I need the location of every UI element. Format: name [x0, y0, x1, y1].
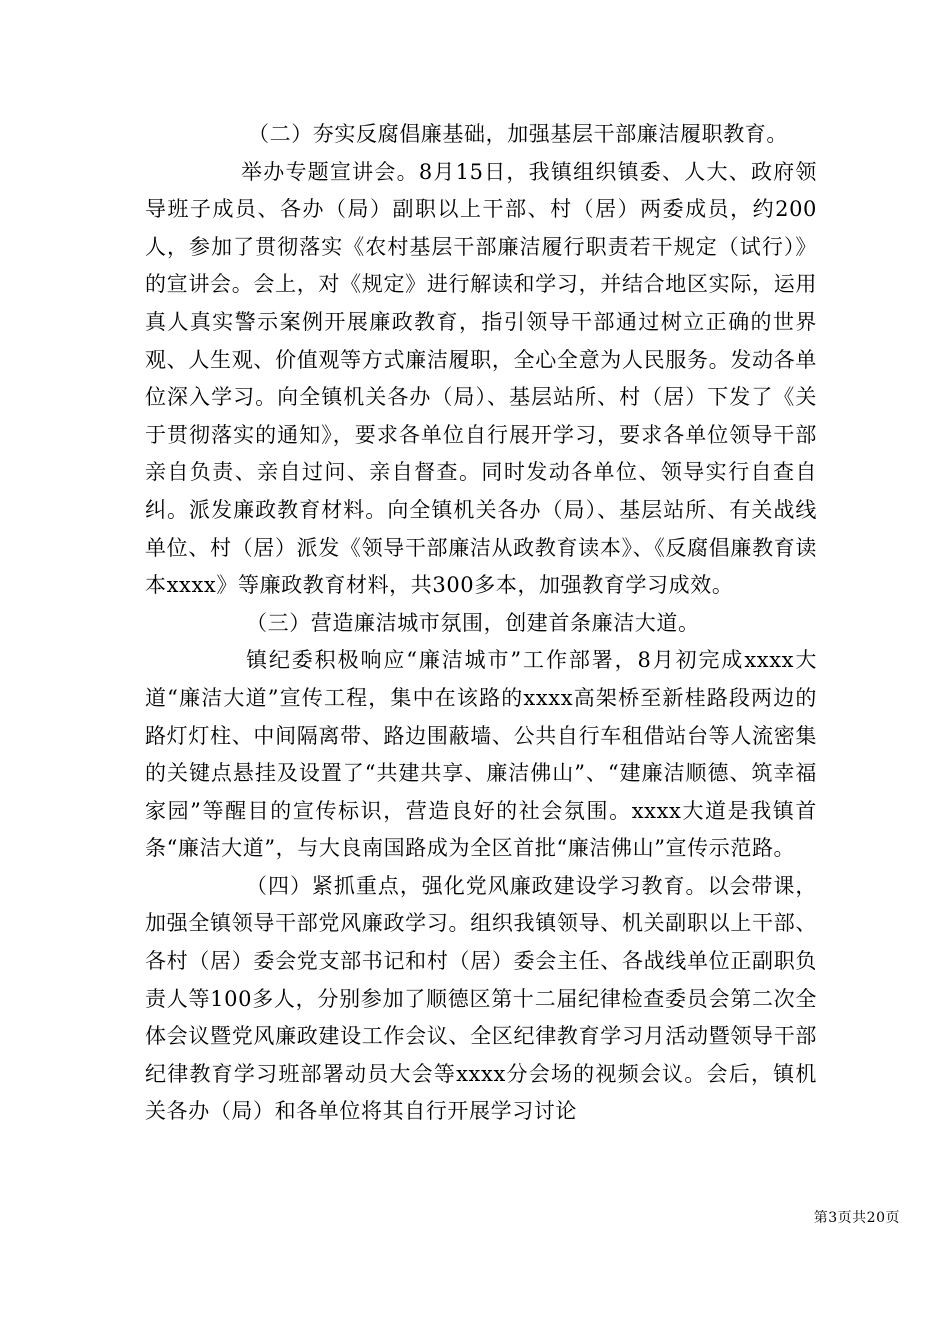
paragraph-lecture: 举办专题宣讲会。8月15日，我镇组织镇委、人大、政府领导班子成员、各办（局）副职以上干部、村（居）两委成员，约200人，参加了贯彻落实《农村基层干部廉洁履行职责若干规定（试行）》的宣讲会。会上，对《规定》进行解读和学习，并结合地区实际，运用真人真实警示案例开展廉政教育，指引领导干部通过树立正确的世界观、人生观、价值观等方式廉洁履职，全心全意为人民服务。发动各单位深入学习。向全镇机关各办（局）、基层站所、村（居）下发了《关于贯彻落实的通知》，要求各单位自行展开学习，要求各单位领导干部亲自负责、亲自过问、亲自督查。同时发动各单位、领导实行自查自纠。派发廉政教育材料。向全镇机关各办（局）、基层站所、有关战线单位、村（居）派发《领导干部廉洁从政教育读本》、《反腐倡廉教育读本xxxx》等廉政教育材料，共300多本，加强教育学习成效。: [145, 159, 817, 598]
section-heading-3: （三）营造廉洁城市氛围，创建首条廉洁大道。: [246, 610, 700, 635]
page-footer: 第3页共20页: [813, 1210, 900, 1226]
paragraph-clean-avenue: 镇纪委积极响应“廉洁城市”工作部署，8月初完成xxxx大道“廉洁大道”宣传工程，集中在该路的xxxx高架桥至新桂路段两边的路灯灯柱、中间隔离带、路边围蔽墙、公共自行车租借站台等人流密集的关键点悬挂及设置了“共建共享、廉洁佛山”、“建廉洁顺德、筑幸福家园”等醒目的宣传标识，营造良好的社会氛围。xxxx大道是我镇首条“廉洁大道”，与大良南国路成为全区首批“廉洁佛山”宣传示范路。: [145, 648, 817, 861]
section-heading-4-paragraph: （四）紧抓重点，强化党风廉政建设学习教育。以会带课，加强全镇领导干部党风廉政学习。组织我镇领导、机关副职以上干部、各村（居）委会党支部书记和村（居）委会主任、各战线单位正副职负责人等100多人，分别参加了顺德区第十二届纪律检查委员会第二次全体会议暨党风廉政建设工作会议、全区纪律教育学习月活动暨领导干部纪律教育学习班部署动员大会等xxxx分会场的视频会议。会后，镇机关各办（局）和各单位将其自行开展学习讨论: [145, 873, 817, 1124]
section-heading-2: （二）夯实反腐倡廉基础，加强基层干部廉洁履职教育。: [248, 122, 788, 146]
document-body: [145, 116, 817, 1131]
